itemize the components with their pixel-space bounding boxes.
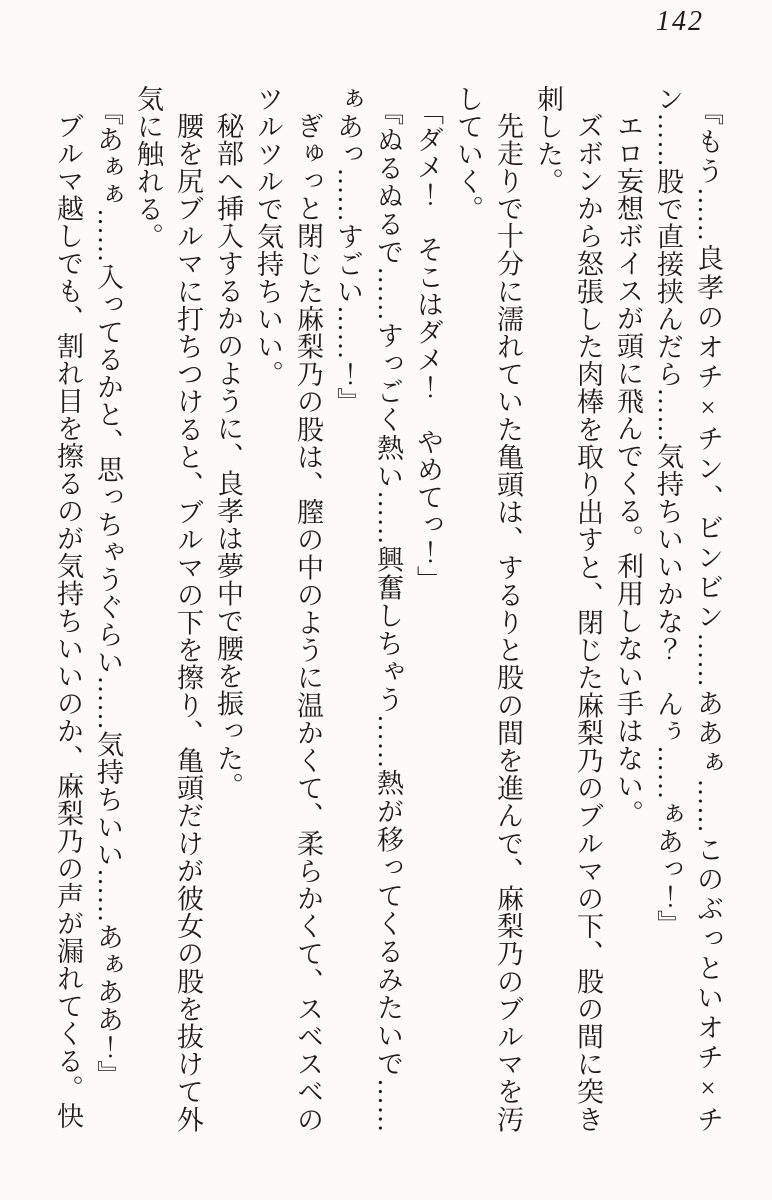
paragraph-06: 『ぬるぬるで……すっごく熱い……興奮しちゃう……熱が移ってくるみたいで……ぁあっ……すごい……！』 xyxy=(333,85,403,1133)
paragraph-11: ブルマ越しでも、割れ目を擦るのが気持ちいいのか、麻梨乃の声が漏れてくる。快 xyxy=(53,112,83,1130)
paragraph-07: ぎゅっと閉じた麻梨乃の股は、膣の中のように温かくて、柔らかくて、スベスベのツルツルで気持ちいい。 xyxy=(253,85,323,1134)
paragraph-04: 先走りで十分に濡れていた亀頭は、するりと股の間を進んで、麻梨乃のブルマを汚していく。 xyxy=(453,85,523,1134)
paragraph-03: ズボンから怒張した肉棒を取り出すと、閉じた麻梨乃のブルマの下、股の間に突き刺した。 xyxy=(533,85,603,1134)
paragraph-08: 秘部へ挿入するかのように、良孝は夢中で腰を振った。 xyxy=(213,112,243,800)
paragraph-10: 『あぁぁ……入ってるかと、思っちゃうぐらい……気持ちいい……あぁああ！』 xyxy=(93,98,123,1088)
page-number: 142 xyxy=(656,6,704,37)
paragraph-09: 腰を尻ブルマに打ちつけると、ブルマの下を擦り、亀頭だけが彼女の股を抜けて外気に触れる。 xyxy=(133,85,203,1134)
paragraph-05: 「ダメ！ そこはダメ！ やめてっ！」 xyxy=(413,98,443,593)
paragraph-02: エロ妄想ボイスが頭に飛んでくる。利用しない手はない。 xyxy=(613,112,643,827)
vertical-text-block xyxy=(48,85,728,1133)
paragraph-01: 『もう……良孝のオチ×チン、ビンビン……ああぁ……このぶっといオチ×チン……股で直接挟んだら……気持ちいいかな？ んぅ……ぁあっ！』 xyxy=(653,85,723,1133)
